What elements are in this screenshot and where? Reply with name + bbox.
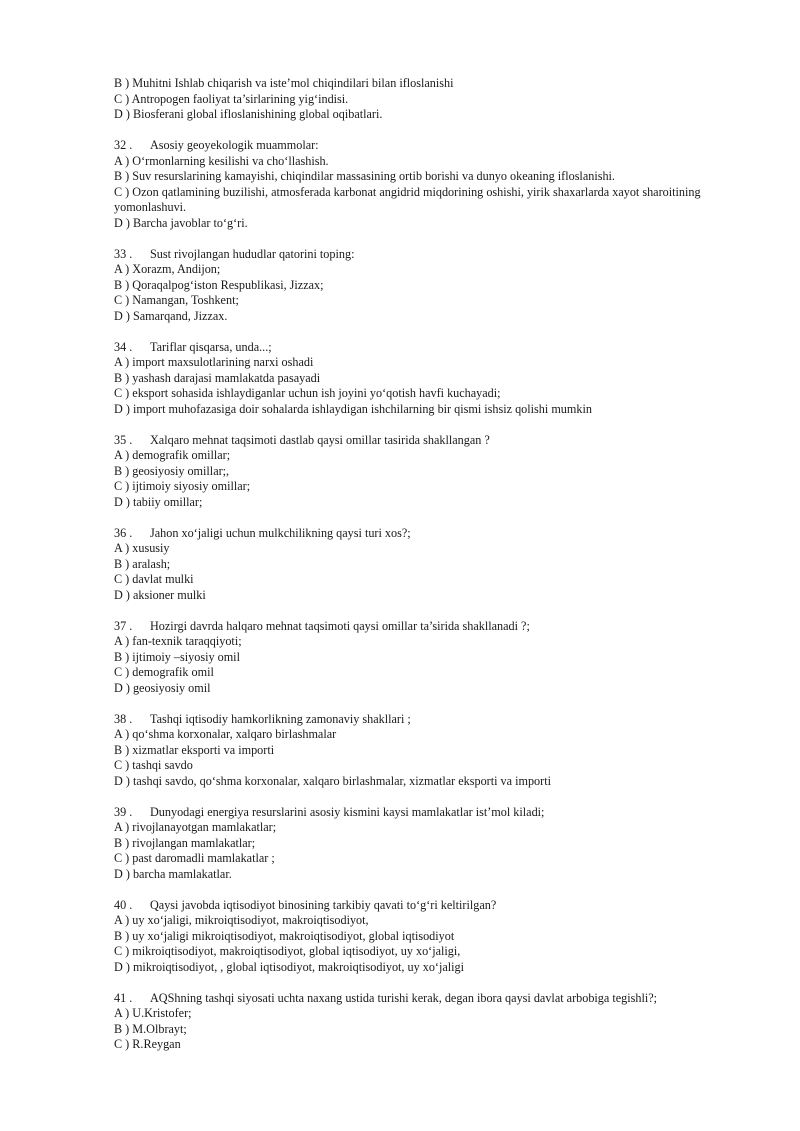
- answer-option: D ) Biosferani global ifloslanishining global oqibatlari.: [114, 107, 383, 121]
- answer-option: B ) M.Olbrayt;: [114, 1021, 187, 1036]
- answer-option: B ) rivojlangan mamlakatlar;: [114, 835, 256, 850]
- answer-option: D ) geosiyosiy omil: [114, 680, 211, 695]
- answer-option: B ) Suv resurslarining kamayishi, chiqindilar massasining ortib borishi va dunyo okeaning ifloslanishi.: [114, 169, 615, 183]
- question-spacer: [114, 231, 709, 247]
- question-heading: [114, 138, 709, 154]
- answer-option: A ) O‘rmonlarning kesilishi va cho‘llashish.: [114, 153, 329, 168]
- question-heading: [114, 340, 709, 356]
- question-heading: [114, 433, 709, 449]
- question-text: AQShning tashqi siyosati uchta naxang ustida turishi kerak, degan ibora qaysi davlat arbobiga tegishli?;: [150, 990, 658, 1005]
- answer-option: A ) uy xo‘jaligi, mikroiqtisodiyot, makroiqtisodiyot,: [114, 913, 369, 927]
- answer-option: D ) tashqi savdo, qo‘shma korxonalar, xalqaro birlashmalar, xizmatlar eksporti va importi: [114, 773, 551, 788]
- answer-option: B ) yashash darajasi mamlakatda pasayadi: [114, 370, 321, 385]
- question-number: 34 .: [114, 339, 133, 354]
- question-spacer: [114, 324, 709, 340]
- answer-option: D ) aksioner mulki: [114, 587, 206, 602]
- answer-option: A ) qo‘shma korxonalar, xalqaro birlashmalar: [114, 727, 337, 741]
- answer-option: A ) fan-texnik taraqqiyoti;: [114, 634, 242, 648]
- question-number: 32 .: [114, 138, 133, 152]
- answer-option: A ) U.Kristofer;: [114, 1006, 192, 1020]
- answer-option: C ) eksport sohasida ishlaydiganlar uchun ish joyini yo‘qotish havfi kuchayadi;: [114, 386, 501, 400]
- question-block: [114, 340, 709, 418]
- question-text: Tashqi iqtisodiy hamkorlikning zamonaviy shakllari ;: [150, 711, 411, 726]
- question-text: Qaysi javobda iqtisodiyot binosining tarkibiy qavati to‘g‘ri keltirilgan?: [150, 897, 497, 912]
- answer-option: D ) mikroiqtisodiyot, , global iqtisodiyot, makroiqtisodiyot, uy xo‘jaligi: [114, 959, 465, 974]
- question-block: [114, 712, 709, 790]
- question-block: [114, 138, 709, 231]
- question-block: [114, 898, 709, 976]
- question-heading: [114, 526, 709, 542]
- question-heading: [114, 619, 709, 635]
- question-text: Jahon xo‘jaligi uchun mulkchilikning qaysi turi xos?;: [150, 525, 411, 540]
- answer-option: B ) ijtimoiy –siyosiy omil: [114, 649, 240, 664]
- question-heading: [114, 991, 709, 1007]
- answer-option: C ) Antropogen faoliyat ta’sirlarining yig‘indisi.: [114, 91, 349, 106]
- question-text: Asosiy geoyekologik muammolar:: [150, 138, 319, 152]
- answer-option: D ) Samarqand, Jizzax.: [114, 308, 228, 323]
- question-spacer: [114, 789, 709, 805]
- question-number: 40 .: [114, 897, 133, 912]
- question-heading: [114, 712, 709, 728]
- answer-option: C ) Namangan, Toshkent;: [114, 293, 239, 307]
- answer-option: A ) Xorazm, Andijon;: [114, 262, 221, 276]
- question-block: [114, 991, 709, 1053]
- answer-option: C ) davlat mulki: [114, 572, 194, 586]
- answer-option: C ) tashqi savdo: [114, 758, 193, 772]
- question-number: 38 .: [114, 711, 133, 726]
- answer-option: D ) barcha mamlakatlar.: [114, 866, 232, 881]
- question-spacer: [114, 882, 709, 898]
- question-spacer: [114, 417, 709, 433]
- question-heading: [114, 247, 709, 263]
- question-block: [114, 247, 709, 325]
- question-number: 37 .: [114, 618, 133, 633]
- question-spacer: [114, 975, 709, 991]
- question-spacer: [114, 696, 709, 712]
- answer-option: A ) demografik omillar;: [114, 448, 231, 462]
- answer-option: A ) rivojlanayotgan mamlakatlar;: [114, 820, 277, 834]
- answer-option: C ) past daromadli mamlakatlar ;: [114, 851, 275, 865]
- question-text: Dunyodagi energiya resurslarini asosiy kismini kaysi mamlakatlar ist’mol kiladi;: [150, 804, 545, 819]
- question-list: [114, 123, 709, 1053]
- question-block: [114, 619, 709, 697]
- document-content: [114, 76, 709, 1053]
- answer-option: C ) R.Reygan: [114, 1037, 181, 1051]
- answer-option: C ) ijtimoiy siyosiy omillar;: [114, 479, 251, 493]
- answer-option: B ) xizmatlar eksporti va importi: [114, 742, 275, 757]
- question-text: Sust rivojlangan hududlar qatorini toping:: [150, 246, 355, 261]
- answer-option: D ) tabiiy omillar;: [114, 494, 203, 509]
- answer-option: A ) xususiy: [114, 541, 170, 555]
- answer-option: B ) uy xo‘jaligi mikroiqtisodiyot, makroiqtisodiyot, global iqtisodiyot: [114, 928, 455, 943]
- question-spacer: [114, 510, 709, 526]
- answer-option: C ) demografik omil: [114, 665, 214, 679]
- question-spacer: [114, 123, 709, 139]
- answer-option: D ) Barcha javoblar to‘g‘ri.: [114, 215, 248, 230]
- question-block: [114, 805, 709, 883]
- answer-option: B ) Muhitni Ishlab chiqarish va iste’mol chiqindilari bilan ifloslanishi: [114, 76, 454, 90]
- question-text: Tariflar qisqarsa, unda...;: [150, 339, 272, 354]
- answer-option: C ) mikroiqtisodiyot, makroiqtisodiyot, global iqtisodiyot, uy xo‘jaligi,: [114, 944, 461, 958]
- question-heading: [114, 805, 709, 821]
- answer-option: B ) aralash;: [114, 556, 171, 571]
- question-number: 35 .: [114, 432, 133, 447]
- answer-option: D ) import muhofazasiga doir sohalarda ishlaydigan ishchilarning bir qismi ishsiz qolishi mumkin: [114, 401, 592, 416]
- question-block: [114, 526, 709, 604]
- answer-option: B ) geosiyosiy omillar;,: [114, 463, 230, 478]
- answer-option: B ) Qoraqalpog‘iston Respublikasi, Jizzax;: [114, 277, 324, 292]
- question-number: 36 .: [114, 525, 133, 540]
- question-fragment: [114, 76, 709, 123]
- answer-option: A ) import maxsulotlarining narxi oshadi: [114, 355, 314, 369]
- question-heading: [114, 898, 709, 914]
- question-number: 39 .: [114, 804, 133, 819]
- question-spacer: [114, 603, 709, 619]
- answer-option: C ) Ozon qatlamining buzilishi, atmosferada karbonat angidrid miqdorining oshishi, yirik shaxarlarda xayot sharoitining yomonlashuvi.: [114, 184, 701, 214]
- question-number: 41 .: [114, 990, 133, 1005]
- question-text: Xalqaro mehnat taqsimoti dastlab qaysi omillar tasirida shakllangan ?: [150, 432, 490, 447]
- question-block: [114, 433, 709, 511]
- question-text: Hozirgi davrda halqaro mehnat taqsimoti qaysi omillar ta’sirida shakllanadi ?;: [150, 618, 530, 633]
- question-number: 33 .: [114, 246, 133, 261]
